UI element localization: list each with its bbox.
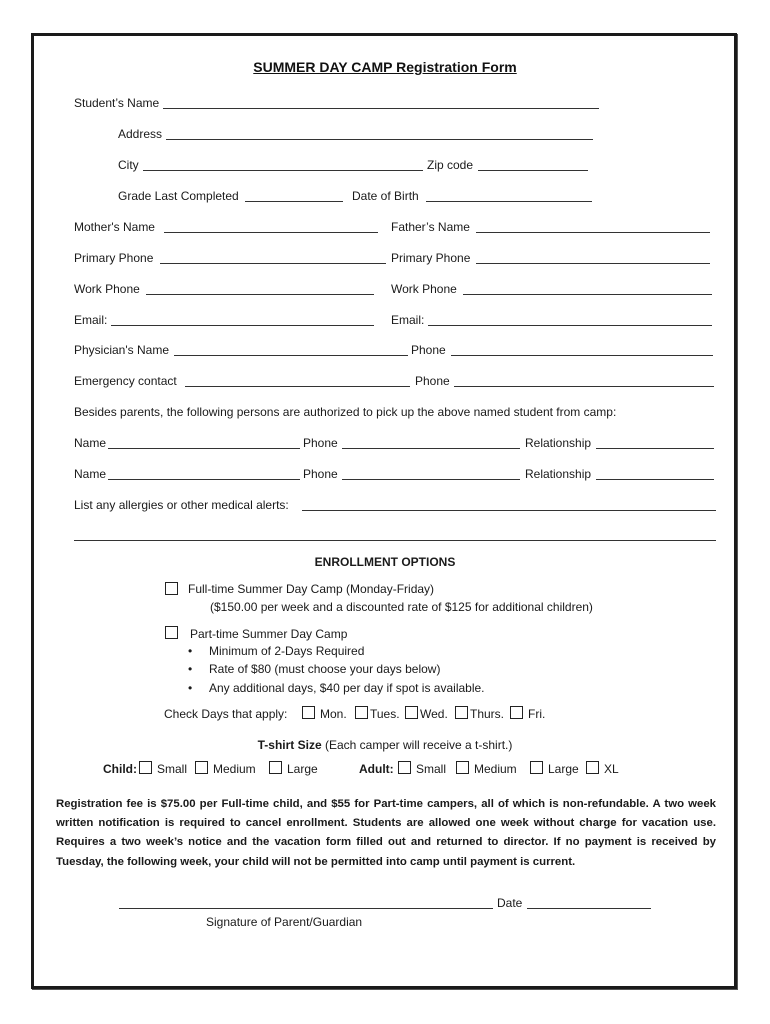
father-name-label: Father’s Name	[391, 220, 470, 234]
grade-field[interactable]	[245, 201, 343, 202]
mother-name-label: Mother's Name	[74, 220, 155, 234]
dob-label: Date of Birth	[352, 189, 419, 203]
adult-small-label: Small	[416, 762, 447, 776]
grade-label: Grade Last Completed	[118, 189, 239, 203]
physician-phone-label: Phone	[411, 343, 446, 357]
pickup1-phone-label: Phone	[303, 436, 338, 450]
tshirt-heading-bold: T-shirt Size	[257, 738, 322, 752]
parttime-bullet: • Any additional days, $40 per day if spot is available.	[209, 681, 485, 695]
day-thurs-checkbox[interactable]	[455, 706, 468, 719]
adult-medium-label: Medium	[474, 762, 517, 776]
child-label: Child:	[103, 762, 137, 776]
enrollment-heading: ENROLLMENT OPTIONS	[314, 555, 456, 569]
parttime-bullet: • Rate of $80 (must choose your days below)	[209, 662, 440, 676]
adult-medium-checkbox[interactable]	[456, 761, 469, 774]
pickup1-phone-field[interactable]	[342, 448, 520, 449]
parttime-label: Part-time Summer Day Camp	[190, 627, 348, 641]
pickup2-phone-label: Phone	[303, 467, 338, 481]
emergency-phone-field[interactable]	[454, 386, 714, 387]
fulltime-checkbox[interactable]	[165, 582, 178, 595]
pickup2-phone-field[interactable]	[342, 479, 520, 480]
emergency-phone-label: Phone	[415, 374, 450, 388]
pickup-intro: Besides parents, the following persons are authorized to pick up the above named student from camp:	[74, 405, 617, 419]
days-label: Check Days that apply:	[164, 707, 288, 721]
signature-caption: Signature of Parent/Guardian	[206, 915, 363, 929]
day-wed-checkbox[interactable]	[405, 706, 418, 719]
city-field[interactable]	[143, 170, 423, 171]
physician-phone-field[interactable]	[451, 355, 713, 356]
adult-large-label: Large	[548, 762, 579, 776]
allergies-label: List any allergies or other medical alerts:	[74, 498, 289, 512]
father-name-field[interactable]	[476, 232, 710, 233]
day-thurs-label: Thurs.	[470, 707, 505, 721]
signature-field[interactable]	[119, 908, 493, 909]
student-name-field[interactable]	[163, 108, 599, 109]
day-tues-checkbox[interactable]	[355, 706, 368, 719]
adult-xl-label: XL	[604, 762, 619, 776]
father-work-phone-field[interactable]	[463, 294, 712, 295]
adult-small-checkbox[interactable]	[398, 761, 411, 774]
pickup2-name-label: Name	[74, 467, 107, 481]
mother-primary-phone-field[interactable]	[160, 263, 386, 264]
pickup2-relationship-label: Relationship	[525, 467, 592, 481]
physician-name-field[interactable]	[174, 355, 408, 356]
emergency-contact-field[interactable]	[185, 386, 410, 387]
day-mon-checkbox[interactable]	[302, 706, 315, 719]
student-name-label: Student’s Name	[74, 96, 160, 110]
mother-work-phone-field[interactable]	[146, 294, 374, 295]
zip-label: Zip code	[427, 158, 474, 172]
father-work-phone-label: Work Phone	[391, 282, 457, 296]
page-title: SUMMER DAY CAMP Registration Form	[253, 59, 517, 75]
adult-xl-checkbox[interactable]	[586, 761, 599, 774]
father-primary-phone-field[interactable]	[476, 263, 710, 264]
mother-email-label: Email:	[74, 313, 108, 327]
father-primary-phone-label: Primary Phone	[391, 251, 471, 265]
pickup1-name-field[interactable]	[108, 448, 300, 449]
child-medium-label: Medium	[213, 762, 256, 776]
father-email-label: Email:	[391, 313, 425, 327]
mother-work-phone-label: Work Phone	[74, 282, 140, 296]
child-large-checkbox[interactable]	[269, 761, 282, 774]
date-field[interactable]	[527, 908, 651, 909]
parttime-checkbox[interactable]	[165, 626, 178, 639]
child-small-label: Small	[157, 762, 188, 776]
day-fri-label: Fri.	[528, 707, 546, 721]
emergency-contact-label: Emergency contact	[74, 374, 177, 388]
address-field[interactable]	[166, 139, 593, 140]
date-label: Date	[497, 896, 523, 910]
dob-field[interactable]	[426, 201, 592, 202]
zip-field[interactable]	[478, 170, 588, 171]
mother-name-field[interactable]	[164, 232, 378, 233]
adult-label: Adult:	[359, 762, 394, 776]
day-wed-label: Wed.	[420, 707, 448, 721]
pickup1-relationship-field[interactable]	[596, 448, 714, 449]
pickup1-relationship-label: Relationship	[525, 436, 592, 450]
pickup2-name-field[interactable]	[108, 479, 300, 480]
adult-large-checkbox[interactable]	[530, 761, 543, 774]
parttime-bullet: • Minimum of 2-Days Required	[209, 644, 364, 658]
day-fri-checkbox[interactable]	[510, 706, 523, 719]
pickup2-relationship-field[interactable]	[596, 479, 714, 480]
child-medium-checkbox[interactable]	[195, 761, 208, 774]
tshirt-heading-note: (Each camper will receive a t-shirt.)	[324, 738, 513, 752]
address-label: Address	[118, 127, 163, 141]
allergies-field-line-2[interactable]	[74, 540, 716, 541]
child-small-checkbox[interactable]	[139, 761, 152, 774]
fee-policy-text: Registration fee is $75.00 per Full-time child, and $55 for Part-time campers, all of which is non-refundable. A two week written notification is required to cancel enrollment. Students are allowed one week without charge for vacation use. Requires a two week’s notice and the vacation form filled out and returned to director. If no payment is received by Tuesday, the following week, your child will not be permitted into camp until payment is current.	[56, 798, 716, 868]
fulltime-label: Full-time Summer Day Camp (Monday-Friday)	[188, 582, 435, 596]
mother-primary-phone-label: Primary Phone	[74, 251, 154, 265]
mother-email-field[interactable]	[111, 325, 374, 326]
day-mon-label: Mon.	[320, 707, 347, 721]
tshirt-heading	[0, 738, 770, 752]
day-tues-label: Tues.	[370, 707, 400, 721]
allergies-field[interactable]	[302, 510, 716, 511]
father-email-field[interactable]	[428, 325, 712, 326]
physician-name-label: Physician's Name	[74, 343, 169, 357]
city-label: City	[118, 158, 139, 172]
child-large-label: Large	[287, 762, 318, 776]
pickup1-name-label: Name	[74, 436, 107, 450]
fulltime-rate: ($150.00 per week and a discounted rate of $125 for additional children)	[210, 600, 593, 614]
